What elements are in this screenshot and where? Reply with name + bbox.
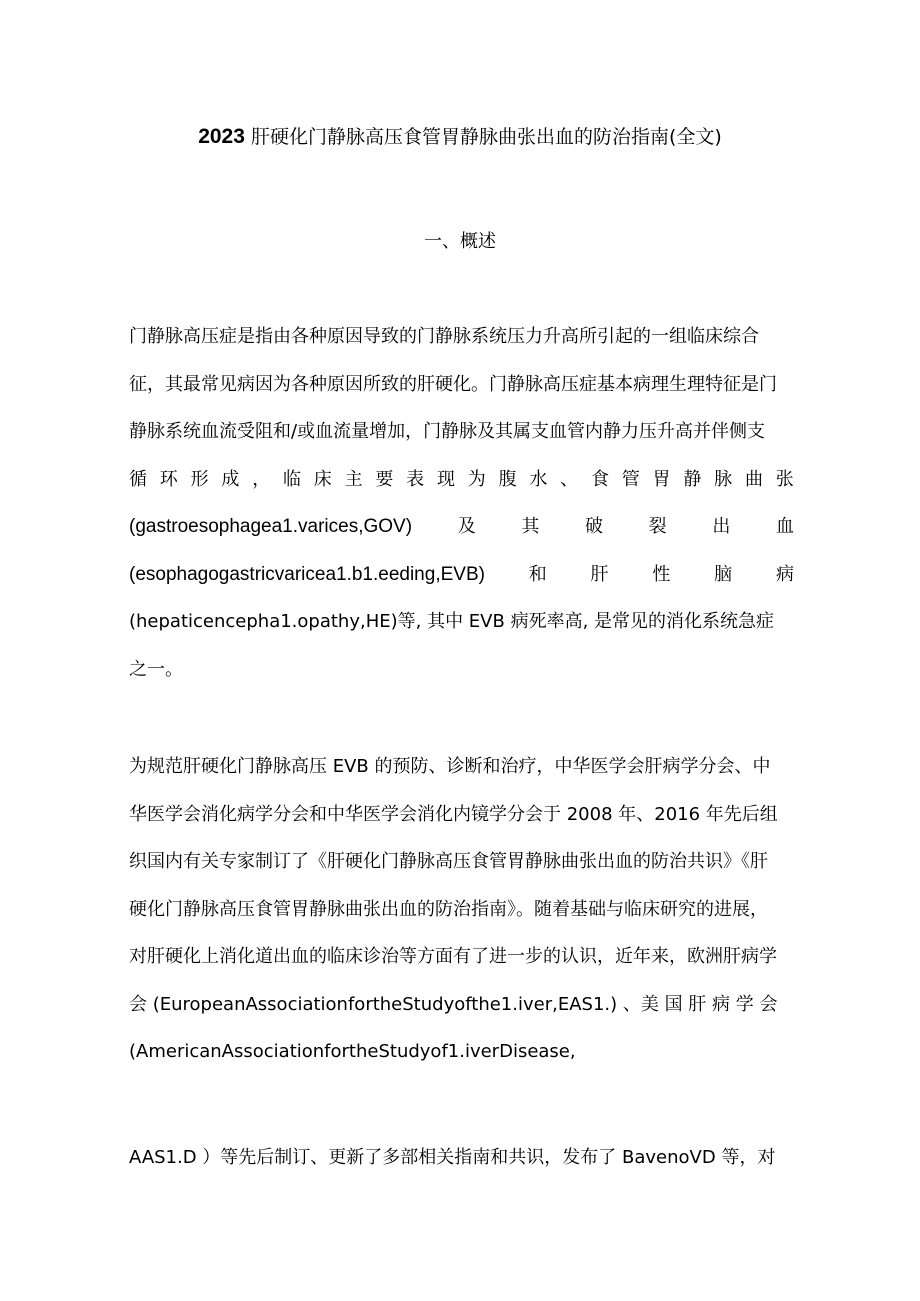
word: 血 (775, 516, 794, 537)
word: 成 (221, 468, 240, 490)
paragraph-overview-3 (129, 1134, 794, 1182)
term-evb: (esophagogastricvaricea1.b1.eeding,EVB) (129, 563, 485, 585)
text-line-justified (129, 503, 794, 551)
word: 和 (528, 563, 547, 585)
word: 性 (652, 563, 671, 585)
word: 形 (190, 468, 209, 490)
text-line-justified (129, 551, 794, 599)
word: 肝 (590, 563, 609, 585)
text-line: (hepaticencepha1.opathy,HE)等, 其中 EVB 病死率高, 是常见的消化系统急症 (129, 611, 775, 632)
word: 床 (313, 468, 332, 490)
word: 张 (775, 468, 794, 490)
word: 主 (344, 468, 363, 490)
title-text: 肝硬化门静脉高压食管胃静脉曲张出血的防治指南(全文) (250, 126, 722, 148)
word: 环 (159, 468, 178, 490)
text-line: 会 (EuropeanAssociationfortheStudyofthe1.iver,EAS1.) 、美 国 肝 病 学 会 (129, 993, 778, 1015)
word: 脑 (714, 563, 733, 585)
word: 出 (712, 516, 731, 537)
word: 管 (621, 468, 640, 490)
word: 循 (129, 468, 147, 490)
paragraph-overview-2 (129, 743, 794, 1076)
word: 破 (585, 516, 604, 537)
word: 临 (282, 468, 301, 490)
text-line: 为规范肝硬化门静脉高压 EVB 的预防、诊断和治疗，中华医学会肝病学分会、中 (129, 756, 771, 777)
document-title (0, 123, 920, 151)
term-gov: (gastroesophagea1.varices,GOV) (129, 516, 413, 537)
word: 为 (467, 468, 486, 490)
word: 静 (683, 468, 702, 490)
word: ， (252, 468, 271, 490)
word: 裂 (648, 516, 667, 537)
section-heading: 一、概述 (424, 231, 496, 252)
word: 表 (406, 468, 425, 490)
word: 其 (521, 516, 540, 537)
word: 食 (590, 468, 609, 490)
text-line-justified (129, 456, 794, 504)
word: 腹 (498, 468, 517, 490)
word: 胃 (652, 468, 671, 490)
text-line: 门静脉高压症是指由各种原因导致的门静脉系统压力升高所引起的一组临床综合 (129, 326, 759, 347)
text-line: 硬化门静脉高压食管胃静脉曲张出血的防治指南》。随着基础与临床研究的进展， (129, 898, 768, 920)
word: 病 (775, 563, 794, 585)
word: 脉 (714, 468, 733, 490)
text-line: 织国内有关专家制订了《肝硬化门静脉高压食管胃静脉曲张出血的防治共识》《肝 (129, 851, 768, 872)
text-line: 之一。 (129, 658, 183, 680)
word: 曲 (744, 468, 763, 490)
word: 水 (529, 468, 548, 490)
word: 现 (436, 468, 455, 490)
text-line: 对肝硬化上消化道出血的临床诊治等方面有了进一步的认识，近年来，欧洲肝病学 (129, 946, 777, 967)
text-line: 华医学会消化病学分会和中华医学会消化内镜学分会于 2008 年、2016 年先后组 (129, 803, 778, 825)
word: 及 (457, 516, 476, 537)
text-line: (AmericanAssociationfortheStudyof1.iverDisease, (129, 1041, 576, 1062)
word: 要 (375, 468, 394, 490)
word: 、 (560, 468, 579, 490)
title-year: 2023 (198, 125, 245, 148)
text-line: 征，其最常见病因为各种原因所致的肝硬化。门静脉高压症基本病理生理特征是门 (129, 373, 777, 395)
text-line: 静脉系统血流受阻和/或血流量增加，门静脉及其属支血管内静力压升高并伴侧支 (129, 421, 766, 442)
text-line: AAS1.D ）等先后制订、更新了多部相关指南和共识，发布了 BavenoVD 等，对 (129, 1147, 776, 1168)
paragraph-overview-1 (129, 313, 794, 693)
